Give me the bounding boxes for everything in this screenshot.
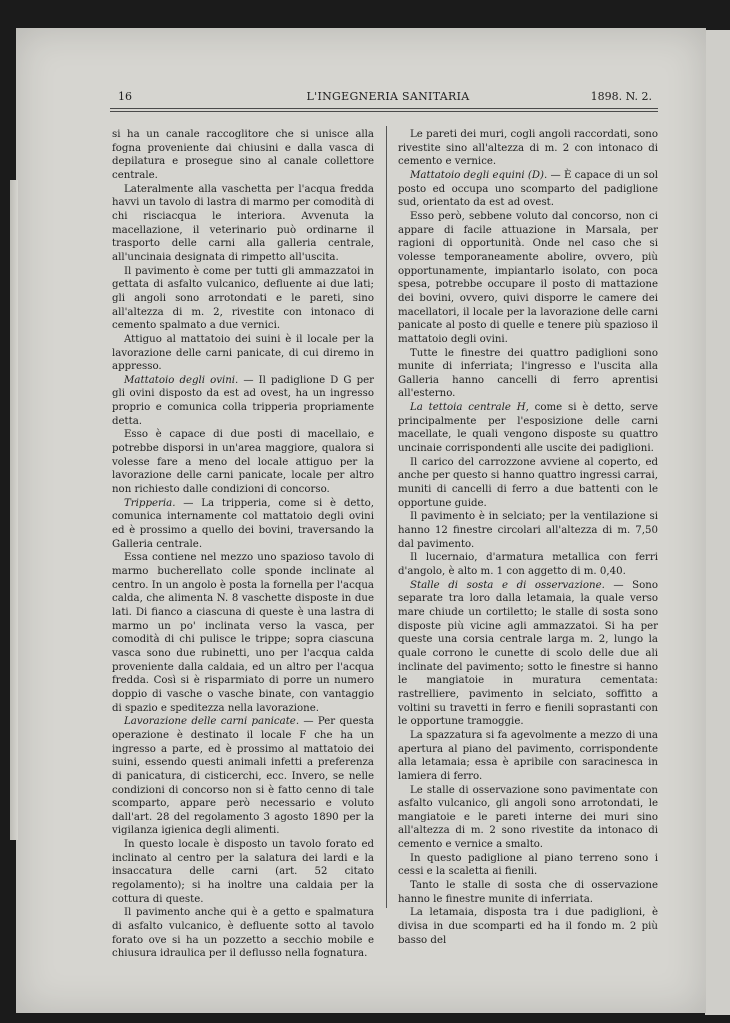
paragraph (398, 852, 658, 879)
paragraph-text: Esso è capace di due posti di macellaio, e potrebbe disporsi in un'area maggiore, qualora si volesse fare a meno del locale attiguo per la lavorazione delle carni panicate, locale per altro non richiesto dalle condizioni di concorso. (112, 429, 374, 496)
paragraph (112, 333, 374, 374)
paragraph-text: — Sono separate tra loro dalla letamaia, la quale verso mare chiude un cortiletto; le stalle di sosta sono disposte più vicine agli ammazzatoi. Si ha per queste una corsia centrale larga m. 2, lungo la quale corrono le cunette di scolo delle due ali inclinate del pavimento; sotto le finestre si hanno le mangiatoie in muratura cementata: rastrelliere, pavimento in selciato, soffitto a voltini su travetti in ferro e fienili soprastanti con le opportune tramoggie. (398, 579, 658, 728)
right-column (398, 128, 658, 947)
paragraph (398, 906, 658, 947)
paragraph-text: Il carico del carrozzone avviene al coperto, ed anche per questo si hanno quattro ingressi carrai, muniti di cancelli di ferro a due battenti con le opportune guide. (398, 456, 658, 509)
paragraph (398, 169, 658, 210)
paragraph-text: Tutte le finestre dei quattro padiglioni sono munite di inferriata; l'ingresso e l'uscita alla Galleria hanno cancelli di ferro aprentisi all'esterno. (398, 347, 658, 400)
binding-shadow (10, 180, 18, 840)
paragraph-text: Essa contiene nel mezzo uno spazioso tavolo di marmo bucherellato colle sponde inclinate al centro. In un angolo è posta la fornella per l'acqua calda, che alimenta N. 8 vaschette disposte in due lati. Di fianco a ciascuna di queste è una lastra di marmo un po' inclinata verso la vasca, per comodità di chi pulisce le trippe; sopra ciascuna vasca sono due rubinetti, uno per l'acqua calda proveniente dalla caldaia, ed un altro per l'acqua fredda. Così si è risparmiato di porre un numero doppio di vasche o vasche binate, con vantaggio di spazio e speditezza nella lavorazione. (112, 552, 374, 714)
column-divider (386, 126, 387, 908)
paragraph (398, 210, 658, 347)
paragraph (112, 128, 374, 183)
section-heading: Lavorazione delle carni panicate. (124, 716, 300, 728)
paragraph-text: — È capace di un sol posto ed occupa uno scomparto del padiglione sud, orientato da est ad ovest. (398, 169, 659, 209)
paragraph (398, 401, 658, 456)
running-header (118, 90, 658, 104)
page-number: 16 (118, 90, 132, 103)
paragraph-text: Le pareti dei muri, cogli angoli raccordati, sono rivestite sino all'altezza di m. 2 con intonaco di cemento e vernice. (398, 129, 658, 168)
paragraph-text: In questo padiglione al piano terreno sono i cessi e la scaletta ai fienili. (398, 852, 658, 878)
paragraph-text: — Il padiglione D G per gli ovini disposto da est ad ovest, ha un ingresso proprio e comunica colla tripperia propriamente detta. (112, 374, 375, 427)
next-page-edge (705, 30, 730, 1015)
paragraph-text: Il pavimento anche qui è a getto e spalmatura di asfalto vulcanico, è defluente sotto al tavolo forato ove si ha un pozzetto a secchio mobile e chiusura idraulica per il deflusso nella fognatura. (112, 907, 374, 960)
paragraph-text: Il pavimento è in selciato; per la ventilazione si hanno 12 finestre circolari all'altezza di m. 7,50 dal pavimento. (398, 511, 658, 550)
header-rule-bottom (110, 111, 658, 112)
paragraph (112, 497, 374, 552)
header-rule-top (110, 108, 658, 109)
paragraph-text: In questo locale è disposto un tavolo forato ed inclinato al centro per la salatura dei lardi e la insaccatura delle carni (art. 52 citato regolamento); si ha inoltre una caldaia per la cottura di queste. (112, 839, 374, 905)
paragraph (112, 428, 374, 496)
paragraph (112, 265, 374, 333)
section-heading: La tettoia centrale H, (410, 402, 529, 414)
paragraph-text: Il lucernaio, d'armatura metallica con ferri d'angolo, è alto m. 1 con aggetto di m. 0,40. (398, 552, 658, 577)
paragraph (398, 128, 658, 169)
paragraph (112, 551, 374, 715)
left-column (112, 128, 374, 961)
paragraph (398, 510, 658, 551)
paragraph-text: si ha un canale raccoglitore che si unisce alla fogna proveniente dai chiusini e dalla vasca di depilatura e prosegue sino al canale collettore centrale. (112, 129, 374, 181)
paragraph (112, 183, 374, 265)
paragraph (112, 838, 374, 906)
paragraph-text: Il pavimento è come per tutti gli ammazzatoi in gettata di asfalto vulcanico, defluente ai due lati; gli angoli sono arrotondati e le pareti, sino all'altezza di m. 2, rivestite con intonaco di cemento spalmato a due vernici. (112, 265, 374, 332)
paragraph-text: — Per questa operazione è destinato il locale F che ha un ingresso a parte, ed è prossimo al mattatoio dei suini, essendo questi animali infetti a preferenza di panicatura, di cisticerchi, ecc. Invero, se nelle condizioni di concorso non si è fatto cenno di tale scomparto, appare però necessario e voluto dall'art. 28 del regolamento 3 agosto 1890 per la vigilanza igienica degli alimenti. (112, 716, 374, 837)
paragraph-text: La spazzatura si fa agevolmente a mezzo di una apertura al piano del pavimento, corrispondente alla letamaia; essa è apribile con saracinesca in lamiera di ferro. (398, 729, 658, 782)
section-heading: Mattatoio degli equini (D). (410, 169, 548, 181)
paragraph (112, 715, 374, 838)
paragraph (398, 729, 658, 784)
paragraph (398, 347, 658, 402)
paragraph-text: come si è detto, serve principalmente per l'esposizione delle carni macellate, le quali vengono disposte su quattro uncinaie corrispondenti alle uscite dei padiglioni. (398, 402, 658, 455)
paragraph (112, 374, 374, 429)
paragraph-text: La letamaia, disposta tra i due padiglioni, è divisa in due scomparti ed ha il fondo m. 2 più basso del (398, 907, 658, 946)
paragraph-text: — La tripperia, come si è detto, comunica internamente col mattatoio degli ovini ed è prossimo a quello dei bovini, traversando la Galleria centrale. (112, 497, 374, 550)
section-heading: Mattatoio degli ovini. (124, 374, 239, 386)
paragraph-text: Le stalle di osservazione sono pavimentate con asfalto vulcanico, gli angoli sono arrotondati, le mangiatoie e le pareti interne dei muri sino all'altezza di m. 2 sono rivestite da intonaco di cemento e vernice a smalto. (398, 784, 658, 851)
section-heading: Stalle di sosta e di osservazione. (410, 579, 605, 591)
paragraph (398, 551, 658, 578)
paragraph (398, 456, 658, 511)
journal-title: L'INGEGNERIA SANITARIA (306, 90, 470, 103)
paragraph-text: Lateralmente alla vaschetta per l'acqua fredda havvi un tavolo di lastra di marmo per comodità di chi risciacqua le interiora. Avvenuta la macellazione, il veterinario può ordinarne il trasporto delle carni alla galleria centrale, all'uncinaia designata di rimpetto all'uscita. (112, 183, 374, 263)
section-heading: Tripperia. (124, 497, 176, 509)
paragraph (398, 579, 658, 729)
paragraph (398, 784, 658, 852)
paragraph (398, 879, 658, 906)
paragraph-text: Attiguo al mattatoio dei suini è il locale per la lavorazione delle carni panicate, di cui diremo in appresso. (112, 333, 374, 373)
issue-number: 1898. N. 2. (590, 90, 652, 103)
paragraph-text: Esso però, sebbene voluto dal concorso, non ci appare di facile attuazione in Marsala, per ragioni di opportunità. Onde nel caso che si volesse temporaneamente abolire, ovvero, più opportunamente, impiantarlo isolato, con poca spesa, potrebbe occupare il posto di mattazione dei bovini, ovvero, quivi disporre le camere dei macellatori, il locale per la lavorazione delle carni panicate al posto di quelle e tenere più spazioso il mattatoio degli ovini. (398, 210, 658, 345)
paragraph-text: Tanto le stalle di sosta che di osservazione hanno le finestre munite di inferriata. (398, 880, 658, 905)
paragraph (112, 906, 374, 961)
